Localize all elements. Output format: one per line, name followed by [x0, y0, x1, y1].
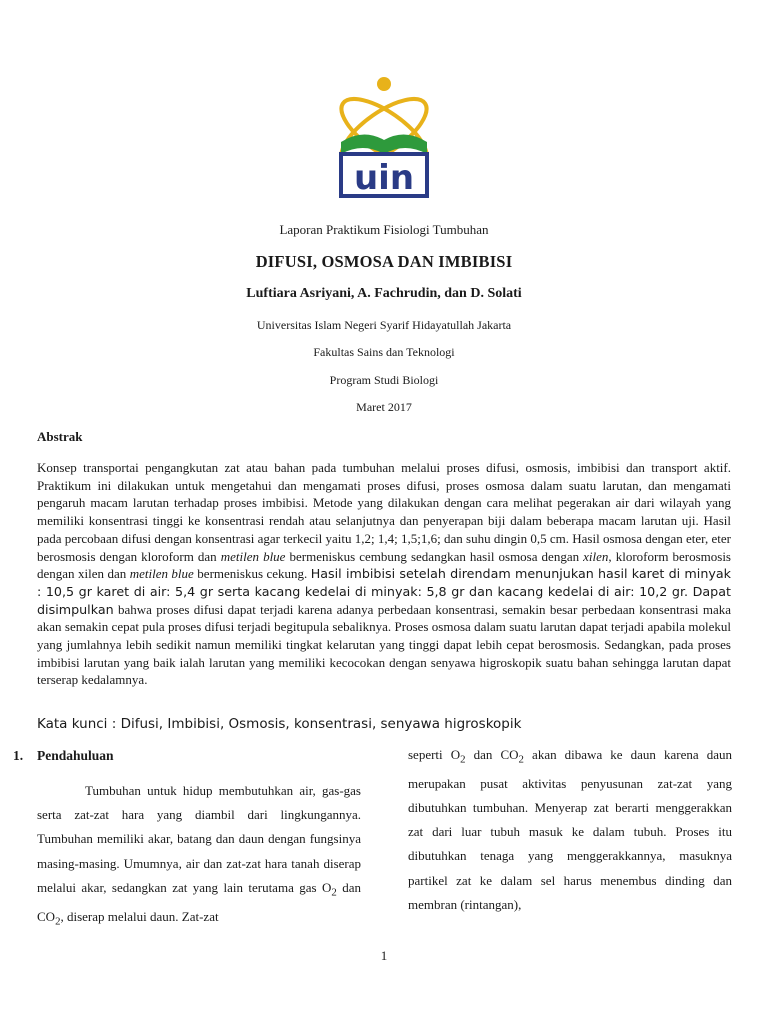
- faculty: Fakultas Sains dan Teknologi: [313, 345, 455, 359]
- logo-text: uin: [353, 158, 415, 198]
- document-type: Laporan Praktikum Fisiologi Tumbuhan: [279, 222, 489, 237]
- left-column-text: Tumbuhan untuk hidup membutuhkan air, gas-gas serta zat-zat hara yang diambil dari lingkungannya. Tumbuhan memiliki akar, batang dan daun dengan fungsinya masing-masing. Umumnya, air dan zat-zat hara tanah diserap melalui akar, sedangkan zat yang lain terutama gas $O_2$ dan $CO_2$, diserap melalui daun. Zat-zat: [37, 783, 361, 928]
- paper-title: DIFUSI, OSMOSA DAN IMBIBISI: [255, 252, 513, 271]
- abstract-text: Konsep transportai pengangkutan zat atau bahan pada tumbuhan melalui proses difusi, osmosis, imbibisi dan transport aktif. Praktikum ini dilakukan untuk mengetahui dan mengamati proses difusi, proses osmosa dalam suatu larutan, dan mengamati pengaruh macam larutan terhadap proses imbibisi. Metode yang dilakukan dengan cara melihat pegerakan air dari wilayah yang memiliki konsentrasi tinggi ke konsentrasi rendah atau selanjutnya dan penyerapan biji dalam beberapa macam larutan uji. Hasil pada percobaan difusi dengan konsentrasi agar terkecil yaitu 1,2; 1,4; 1,5;1,6; dan suhu dingin 0,5 cm. Hasil osmosa dengan eter, eter berosmosis dengan kloroform dan metilen blue bermeniskus cembung sedangkan hasil osmosa dengan xilen, kloroform berosmosis dengan xilen dan metilen blue bermeniskus cekung. Hasil imbibisi setelah direndam menunjukan hasil karet di minyak : 10,5 gr karet di air: 5,4 gr serta kacang kedelai di minyak: 5,8 gr dan kacang kedelai di air: 10,2 gr. Dapat disimpulkan bahwa proses difusi dapat terjadi karena adanya perbedaan konsentrasi, semakin besar perbedaan konsentrasi maka akan semakin cepat pula proses difusi terjadi begitupula sebaliknya. Proses osmosa dalam suatu larutan dapat terjadi apabila molekul yang jumlahnya lebih sedikit namun memiliki tingkat kelarutan yang tinggi dapat lebih cepat berosmosis. Sedangkan, pada proses imbibisi larutan yang baik ialah larutan yang memiliki kecocokan dengan senyawa higroskopik suatu bahan sehingga larutan dapat terserap kedalamnya.: [37, 460, 731, 688]
- authors: Luftiara Asriyani, A. Fachrudin, dan D. Solati: [246, 286, 522, 301]
- section-number: 1.: [13, 748, 24, 763]
- page-number: 1: [380, 948, 388, 963]
- abstract-heading: Abstrak: [37, 429, 83, 444]
- keywords: Kata kunci : Difusi, Imbibisi, Osmosis, konsentrasi, senyawa higroskopik: [37, 716, 522, 732]
- uin-logo-icon: [331, 72, 437, 204]
- study-program: Program Studi Biologi: [329, 373, 439, 387]
- publication-date: Maret 2017: [356, 400, 412, 414]
- right-column-text: seperti $O_2$ dan $CO_2$ akan dibawa ke daun karena daun merupakan pusat aktivitas penyusunan zat-zat yang dibutuhkan tumbuhan. Menyerap zat berarti menggerakkan zat dari luar tubuh masuk ke dalam tubuh. Proses itu dibutuhkan tenaga yang menggerakkannya, masuknya partikel zat ke dalam sel harus menembus dinding dan membran (rintangan),: [408, 747, 732, 912]
- university: Universitas Islam Negeri Syarif Hidayatullah Jakarta: [256, 318, 512, 332]
- section-title: Pendahuluan: [37, 748, 114, 763]
